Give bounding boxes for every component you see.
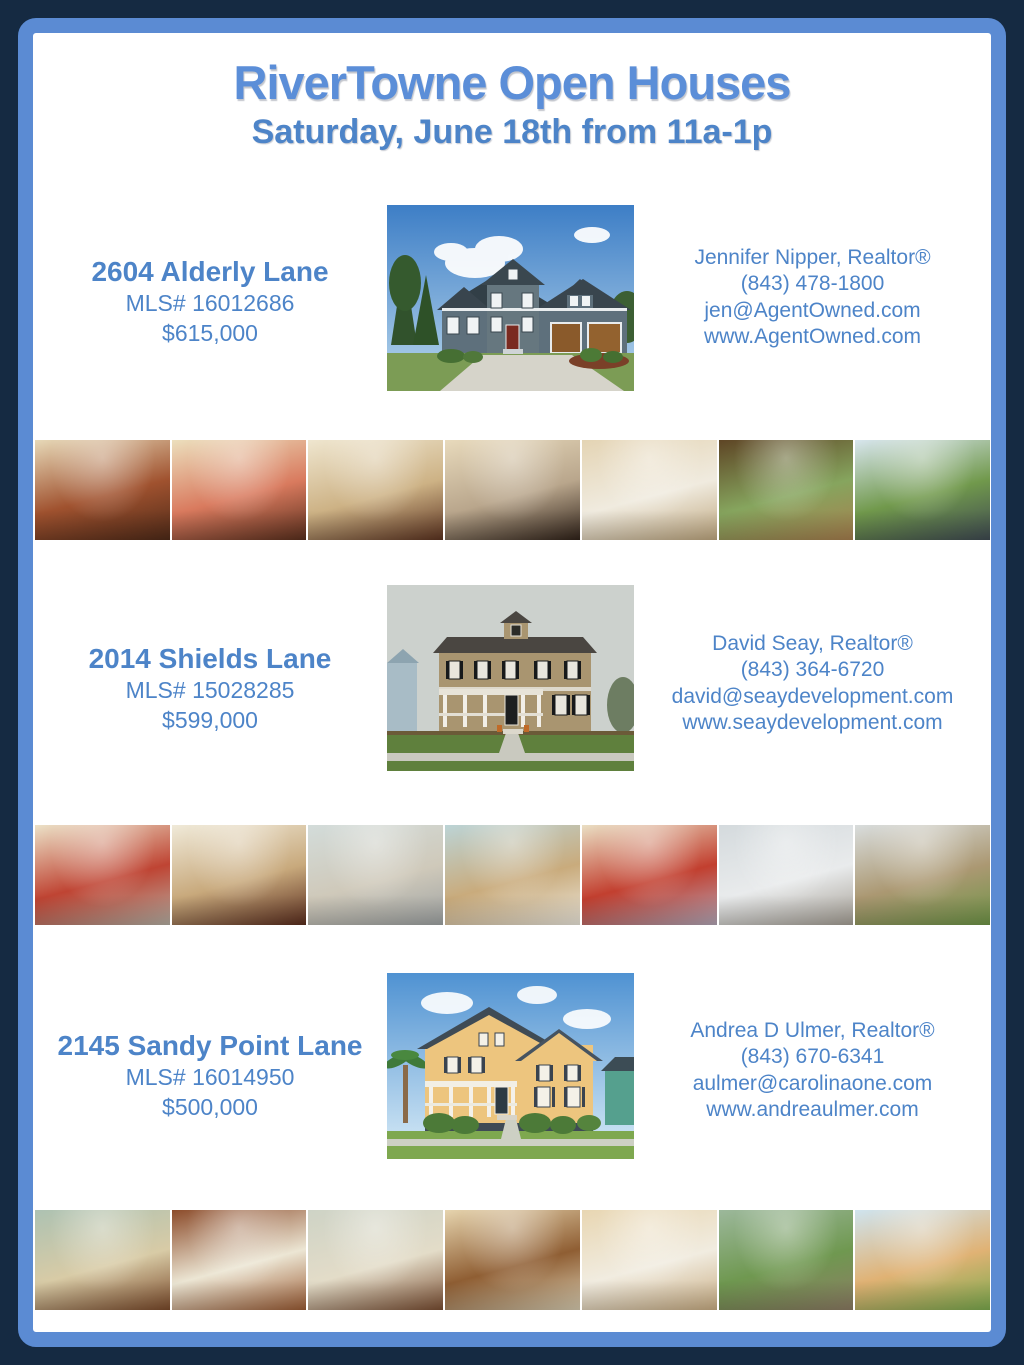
agent-website: www.seaydevelopment.com	[682, 711, 943, 735]
listing-3-agent-block	[634, 1018, 991, 1124]
thumbnail-photo	[172, 440, 307, 540]
flyer-inner-frame	[18, 18, 1006, 1347]
thumbnail-photo	[308, 1210, 443, 1310]
thumbnail-photo	[35, 440, 170, 540]
thumbnail-photo	[855, 1210, 990, 1310]
listing-mls: MLS# 15028285	[125, 677, 295, 703]
thumbnail-photo	[35, 825, 170, 925]
listing-2-agent-block	[634, 631, 991, 737]
agent-phone: (843) 478-1800	[740, 272, 885, 296]
agent-email: jen@AgentOwned.com	[704, 298, 921, 322]
thumbnail-photo	[172, 1210, 307, 1310]
listing-2-thumbnail-strip	[35, 825, 990, 925]
agent-website: www.AgentOwned.com	[703, 325, 922, 349]
listing-mls: MLS# 16014950	[125, 1064, 295, 1090]
sidewalk	[387, 1139, 634, 1146]
agent-phone: (843) 670-6341	[740, 1045, 885, 1069]
page-title: RiverTowne Open Houses	[233, 56, 791, 109]
thumbnail-photo	[582, 440, 717, 540]
thumbnail-photo	[855, 440, 990, 540]
thumbnail-photo	[172, 825, 307, 925]
listing-address: 2604 Alderly Lane	[91, 256, 329, 287]
listing-mls: MLS# 16012686	[125, 290, 295, 316]
thumbnail-photo	[445, 440, 580, 540]
thumbnail-photo	[308, 440, 443, 540]
neighbor-house-teal	[601, 1057, 634, 1125]
thumbnail-photo	[582, 1210, 717, 1310]
listing-address: 2014 Shields Lane	[88, 643, 332, 674]
thumbnail-photo	[855, 825, 990, 925]
thumbnail-photo	[719, 1210, 854, 1310]
listing-1-thumbnail-strip	[35, 440, 990, 540]
listing-address: 2145 Sandy Point Lane	[57, 1030, 363, 1061]
thumbnail-photo	[35, 1210, 170, 1310]
page-subtitle: Saturday, June 18th from 11a-1p	[251, 113, 773, 151]
listing-1-address-block	[33, 254, 387, 349]
listing-3-main-photo	[387, 973, 634, 1159]
agent-email: aulmer@carolinaone.com	[692, 1071, 933, 1095]
agent-phone: (843) 364-6720	[740, 658, 885, 682]
neighbor-house	[387, 649, 419, 733]
thumbnail-photo	[719, 440, 854, 540]
listing-3-address-block	[33, 1028, 387, 1123]
planter	[497, 725, 502, 732]
steps	[503, 729, 523, 734]
agent-email: david@seaydevelopment.com	[671, 684, 954, 708]
agent-name: Andrea D Ulmer, Realtor®	[690, 1019, 935, 1042]
listing-2-address-block	[33, 641, 387, 736]
steps	[497, 1115, 517, 1120]
planter	[524, 725, 529, 732]
listing-2-main-photo	[387, 585, 634, 771]
thumbnail-photo	[582, 825, 717, 925]
thumbnail-photo	[445, 1210, 580, 1310]
agent-website: www.andreaulmer.com	[706, 1098, 919, 1122]
listing-3-thumbnail-strip	[35, 1210, 990, 1310]
listing-1-main-photo	[387, 205, 634, 391]
listing-price: $500,000	[162, 1093, 258, 1120]
main-photo-illustration	[387, 205, 634, 391]
flyer-header	[33, 55, 991, 152]
main-photo-illustration	[387, 585, 634, 771]
agent-name: David Seay, Realtor®	[712, 632, 913, 655]
agent-name: Jennifer Nipper, Realtor®	[694, 246, 931, 269]
thumbnail-photo	[719, 825, 854, 925]
listing-1-agent-block	[634, 245, 991, 351]
main-photo-illustration	[387, 973, 634, 1159]
sidewalk	[387, 753, 634, 761]
listing-price: $615,000	[162, 319, 258, 346]
thumbnail-photo	[308, 825, 443, 925]
listing-price: $599,000	[162, 706, 258, 733]
thumbnail-photo	[445, 825, 580, 925]
